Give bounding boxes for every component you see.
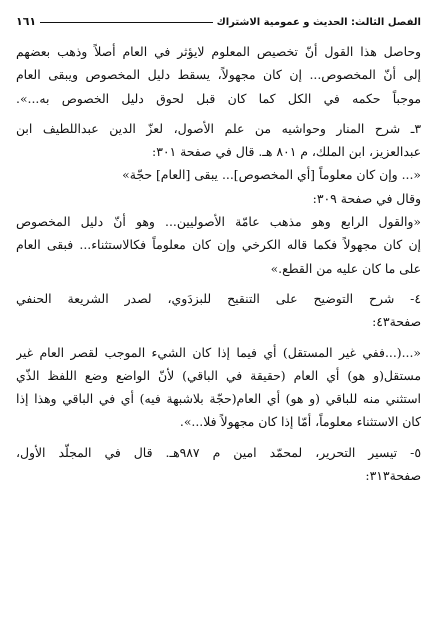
quote-line: على ما كان عليه من القطع.» [270, 260, 421, 276]
text-line: إلى أنّ المخصوص... إن كان مجهولاً، يسقط دليل المخصوص ويبقى العام [16, 67, 421, 83]
quote-line: إن كان مجهولاً فكما قاله الكرخي وإن كان معلوماً فكالاستثناء... فبقى العام [16, 237, 421, 253]
text-line: وحاصل هذا القول أنّ تخصيص المعلوم لايؤثر في العام أصلاً وذهب بعضهم [16, 44, 421, 59]
paragraph-quote-fourth-view [16, 210, 421, 280]
quote-line: كان الاستثناء معلوماً، أمّا إذا كان مجهولاً فلا...». [179, 414, 421, 430]
paragraph-source-5 [16, 441, 421, 488]
quote-line: استثني منه للباقي (و هو) أي العام(حجّة بلاشبهة فيه) أي في الباقي وهذا إذا [16, 391, 421, 407]
text-line: وقال في صفحة ٣٠٩: [312, 190, 421, 206]
quote-line: «... وإن كان معلوماً [أي المخصوص]... يبقى [العام] حجّة» [122, 167, 421, 183]
paragraph-source-4 [16, 287, 421, 334]
paragraph-source-3 [16, 117, 421, 210]
quote-line: «...(...ففي غير المستقل) أي فيما إذا كان الشيء الموجب لقصر العام غير [16, 344, 421, 360]
text-line: عبدالعزيز، ابن الملك، م ٨٠١ هـ. قال في صفحة ٣٠١: [152, 144, 421, 160]
chapter-title: الفصل الثالث: الحديث و عمومية الاشتراك [216, 17, 421, 28]
quote-line: «والقول الرابع وهو مذهب عامّة الأصوليين... وهو أنّ دليل المخصوص [16, 214, 421, 230]
page-number: ١٦١ [16, 15, 37, 28]
text-line: ٤- شرح التوضيح على التنقيح للبزدَوي، لصدر الشريعة الحنفي [16, 290, 421, 306]
text-line: ٣ـ شرح المنار وحواشيه من علم الأصول، لعزّ الدين عبداللطيف ابن [16, 120, 421, 136]
text-line: صفحة٣١٣: [365, 468, 421, 484]
paragraph-quote-tawdih [16, 341, 421, 434]
quote-line: مستقل(و هو) أي العام (حقيقة في الباقي) لأنّ الواضع وضع اللفظ الذّي [16, 367, 421, 383]
body-text [16, 40, 421, 487]
text-line: صفحة٤٣: [372, 314, 421, 330]
text-line: موجباً حكمه في الكل كما كان قبل لحوق دليل الخصوص به...». [16, 90, 421, 106]
text-line: ٥- تيسير التحرير، لمحمّد امين م ٩٨٧هـ. قال في المجلّد الأول، [16, 444, 421, 460]
paragraph-summary [16, 40, 421, 110]
header-rule [40, 22, 212, 23]
running-header [16, 8, 421, 28]
